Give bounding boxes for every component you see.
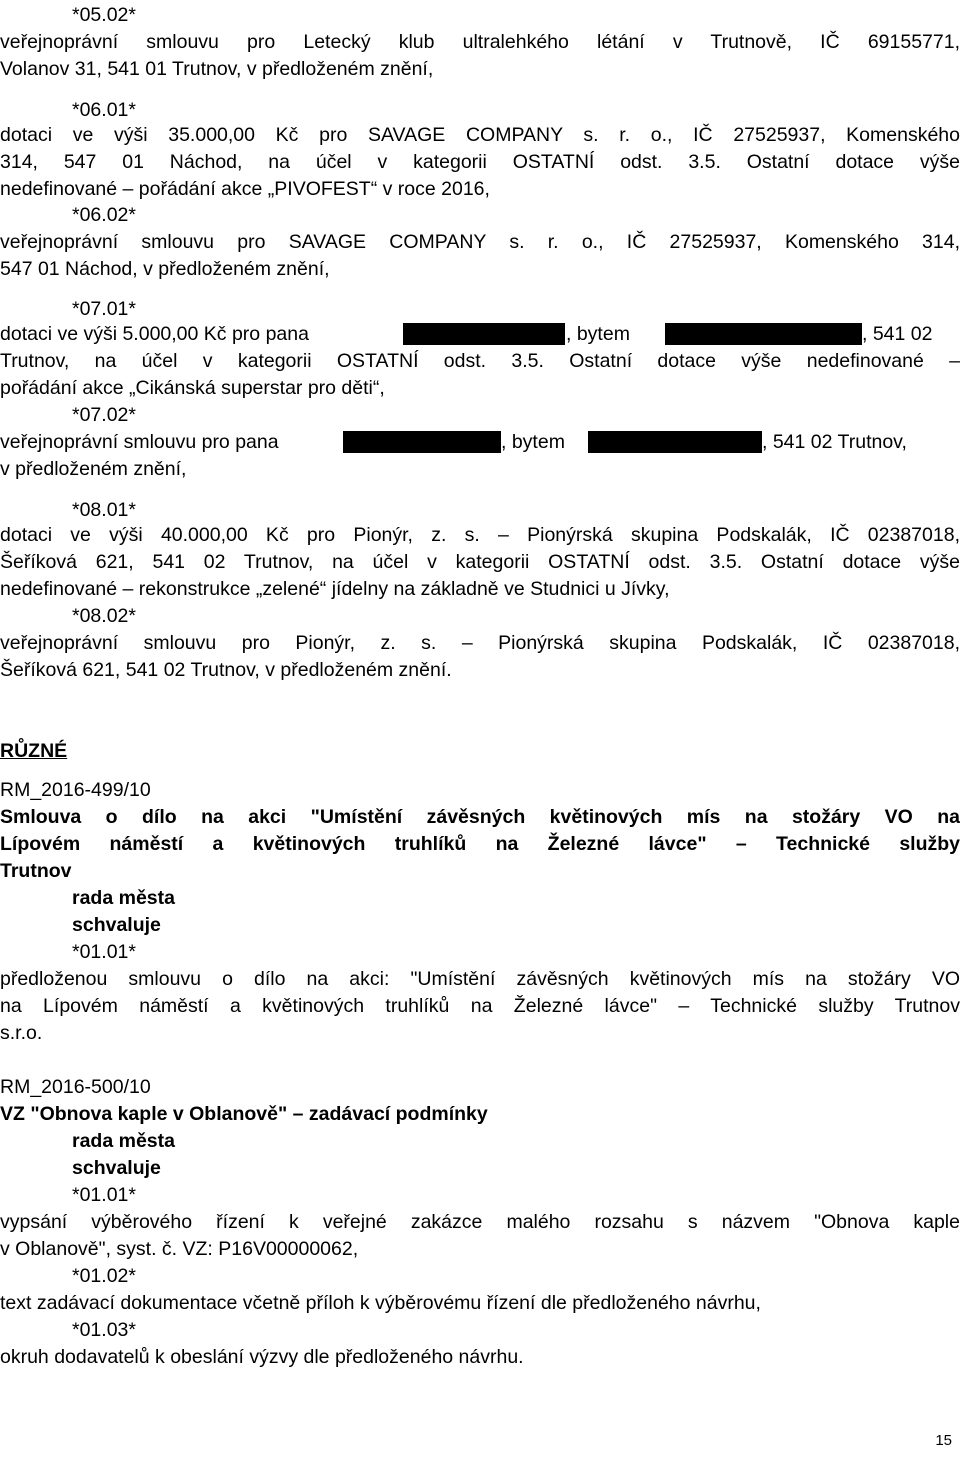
council-label: rada města bbox=[72, 887, 175, 909]
text-line: v předloženém znění, bbox=[0, 458, 187, 480]
resolution-title: Lípovém náměstí a květinových truhlíků na Železné lávce" – Technické služby bbox=[0, 833, 960, 855]
text-line: dotaci ve výši 40.000,00 Kč pro Pionýr, z. s. – Pionýrská skupina Podskalák, IČ 02387018, bbox=[0, 524, 960, 546]
text-line: veřejnoprávní smlouvu pro SAVAGE COMPANY s. r. o., IČ 27525937, Komenského 314, bbox=[0, 231, 960, 253]
text-line: okruh dodavatelů k obeslání výzvy dle předloženého návrhu. bbox=[0, 1346, 524, 1368]
text-line: 547 01 Náchod, v předloženém znění, bbox=[0, 258, 330, 280]
text-line: Volanov 31, 541 01 Trutnov, v předloženém znění, bbox=[0, 58, 434, 80]
text-segment: , 541 02 bbox=[862, 323, 933, 345]
text-line: předloženou smlouvu o dílo na akci: "Umístění závěsných květinových mís na stožáry VO bbox=[0, 968, 960, 990]
text-line bbox=[0, 429, 960, 456]
text-line: dotaci ve výši 35.000,00 Kč pro SAVAGE COMPANY s. r. o., IČ 27525937, Komenského bbox=[0, 124, 960, 146]
text-line: Šeříková 621, 541 02 Trutnov, v předloženém znění. bbox=[0, 659, 452, 681]
text-segment: , 541 02 Trutnov, bbox=[762, 431, 907, 453]
text-line: text zadávací dokumentace včetně příloh k výběrovému řízení dle předloženého návrhu, bbox=[0, 1292, 761, 1314]
item-number: *07.01* bbox=[72, 298, 136, 320]
text-line: pořádání akce „Cikánská superstar pro děti“, bbox=[0, 377, 385, 399]
resolution-id: RM_2016-500/10 bbox=[0, 1076, 151, 1098]
text-line: v Oblanově", syst. č. VZ: P16V00000062, bbox=[0, 1238, 359, 1260]
text-line: veřejnoprávní smlouvu pro Pionýr, z. s. – Pionýrská skupina Podskalák, IČ 02387018, bbox=[0, 632, 960, 654]
text-line: nedefinované – rekonstrukce „zelené“ jídelny na základně ve Studnici u Jívky, bbox=[0, 578, 670, 600]
text-line bbox=[0, 321, 960, 348]
redaction-box bbox=[588, 431, 762, 453]
item-number: *08.01* bbox=[72, 499, 136, 521]
text-line: nedefinované – pořádání akce „PIVOFEST“ v roce 2016, bbox=[0, 178, 490, 200]
item-number: *06.01* bbox=[72, 99, 136, 121]
text-segment: dotaci ve výši 5.000,00 Kč pro pana bbox=[0, 323, 309, 345]
item-number: *01.01* bbox=[72, 1184, 136, 1206]
item-number: *01.01* bbox=[72, 941, 136, 963]
resolution-title: Smlouva o dílo na akci "Umístění závěsných květinových mís na stožáry VO na bbox=[0, 806, 960, 828]
redaction-box bbox=[403, 323, 565, 345]
text-line: vypsání výběrového řízení k veřejné zakázce malého rozsahu s názvem "Obnova kaple bbox=[0, 1211, 960, 1233]
text-line: s.r.o. bbox=[0, 1022, 43, 1044]
resolution-id: RM_2016-499/10 bbox=[0, 779, 151, 801]
council-label: rada města bbox=[72, 1130, 175, 1152]
approval-label: schvaluje bbox=[72, 1157, 161, 1179]
text-line: na Lípovém náměstí a květinových truhlíků na Železné lávce" – Technické služby Trutnov bbox=[0, 995, 960, 1017]
text-line: Šeříková 621, 541 02 Trutnov, na účel v kategorii OSTATNÍ odst. 3.5. Ostatní dotace výše bbox=[0, 551, 960, 573]
text-segment: , bytem bbox=[501, 431, 565, 453]
redaction-box bbox=[665, 323, 862, 345]
text-line: Trutnov, na účel v kategorii OSTATNÍ odst. 3.5. Ostatní dotace výše nedefinované – bbox=[0, 350, 960, 372]
text-segment: , bytem bbox=[566, 323, 630, 345]
page-number: 15 bbox=[935, 1432, 952, 1449]
section-heading: RŮZNÉ bbox=[0, 740, 68, 762]
item-number: *05.02* bbox=[72, 4, 136, 26]
resolution-title: Trutnov bbox=[0, 860, 72, 882]
item-number: *06.02* bbox=[72, 204, 136, 226]
redaction-box bbox=[343, 431, 501, 453]
approval-label: schvaluje bbox=[72, 914, 161, 936]
item-number: *07.02* bbox=[72, 404, 136, 426]
resolution-title: VZ "Obnova kaple v Oblanově" – zadávací podmínky bbox=[0, 1103, 488, 1125]
item-number: *08.02* bbox=[72, 605, 136, 627]
text-segment: veřejnoprávní smlouvu pro pana bbox=[0, 431, 279, 453]
item-number: *01.03* bbox=[72, 1319, 136, 1341]
text-line: 314, 547 01 Náchod, na účel v kategorii OSTATNÍ odst. 3.5. Ostatní dotace výše bbox=[0, 151, 960, 173]
text-line: veřejnoprávní smlouvu pro Letecký klub ultralehkého létání v Trutnově, IČ 69155771, bbox=[0, 31, 960, 53]
item-number: *01.02* bbox=[72, 1265, 136, 1287]
